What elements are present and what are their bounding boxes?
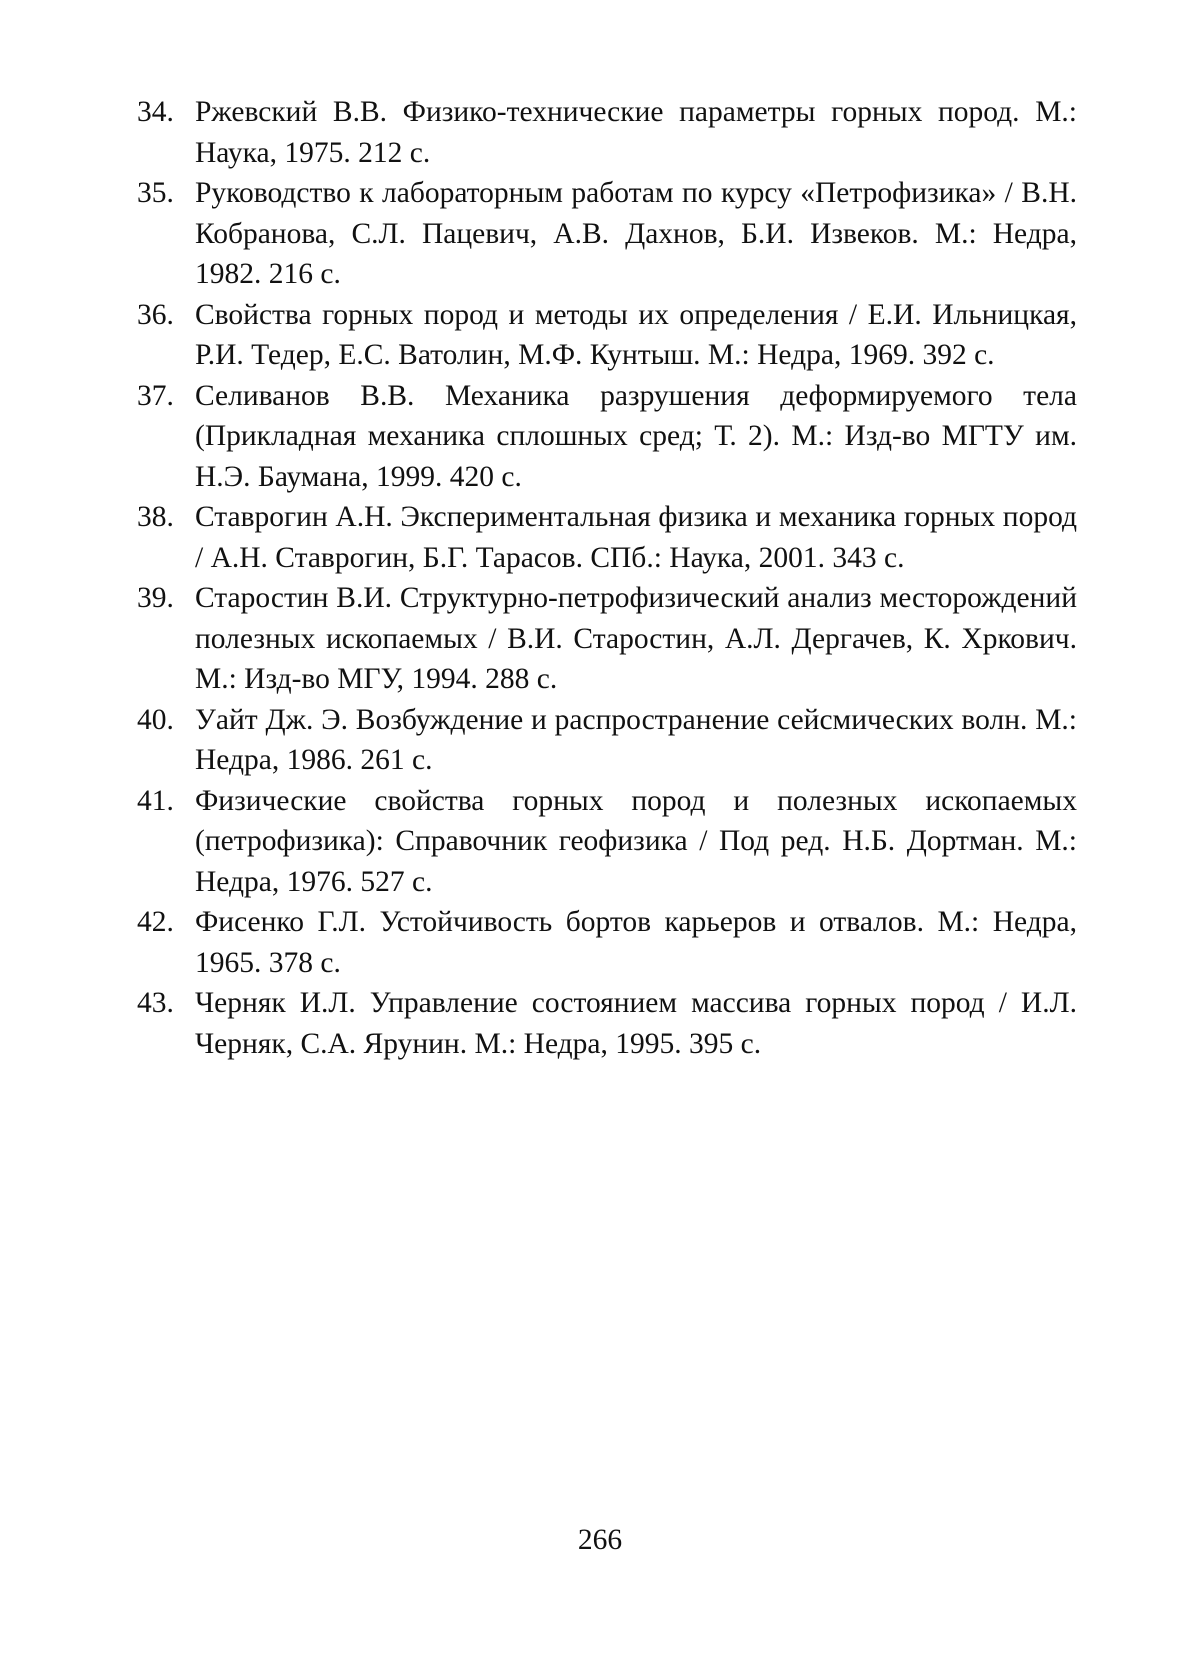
- entry-text: Ржевский В.В. Физико-технические параметры горных пород. М.: Наука, 1975. 212 с.: [195, 96, 1077, 169]
- entry-text: Фисенко Г.Л. Устойчивость бортов карьеров и отвалов. М.: Недра, 1965. 378 с.: [195, 906, 1077, 979]
- entry-number: 43.: [137, 987, 174, 1019]
- entry-text: Черняк И.Л. Управление состоянием массива горных пород / И.Л. Черняк, С.А. Ярунин. М.: Недра, 1995. 395 с.: [195, 987, 1077, 1060]
- entry-number: 40.: [137, 703, 174, 736]
- entry-text: Физические свойства горных пород и полезных ископаемых (петрофизика): Справочник геофизика / Под ред. Н.Б. Дортман. М.: Недра, 1976. 527 с.: [195, 784, 1077, 898]
- bibliography-entry: [137, 92, 1077, 173]
- bibliography-entry: [137, 781, 1077, 903]
- entry-number: 38.: [137, 501, 174, 533]
- entry-number: 35.: [137, 177, 174, 209]
- entry-number: 39.: [137, 582, 174, 614]
- bibliography-entry: [137, 902, 1077, 983]
- entry-number: 36.: [137, 298, 174, 331]
- bibliography-entry: [137, 295, 1077, 376]
- entry-number: 37.: [137, 379, 174, 412]
- bibliography-entry: [137, 376, 1077, 498]
- bibliography-entry: [137, 497, 1077, 578]
- bibliography-entry: [137, 578, 1077, 700]
- entry-text: Ставрогин А.Н. Экспериментальная физика и механика горных пород / А.Н. Ставрогин, Б.Г. Тарасов. СПб.: Наука, 2001. 343 с.: [195, 501, 1077, 574]
- entry-text: Свойства горных пород и методы их определения / Е.И. Ильницкая, Р.И. Тедер, Е.С. Ватолин, М.Ф. Кунтыш. М.: Недра, 1969. 392 с.: [195, 298, 1077, 371]
- bibliography-entry: [137, 983, 1077, 1064]
- entry-number: 41.: [137, 784, 174, 817]
- entry-text: Руководство к лабораторным работам по курсу «Петрофизика» / В.Н. Кобранова, С.Л. Пацевич, А.В. Дахнов, Б.И. Извеков. М.: Недра, 1982. 216 с.: [195, 177, 1077, 290]
- bibliography-list: [137, 92, 1077, 1064]
- bibliography-entry: [137, 173, 1077, 295]
- bibliography-entry: [137, 700, 1077, 781]
- entry-number: 34.: [137, 96, 174, 128]
- entry-text: Селиванов В.В. Механика разрушения деформируемого тела (Прикладная механика сплошных сред; Т. 2). М.: Изд-во МГТУ им. Н.Э. Баумана, 1999. 420 с.: [195, 379, 1077, 493]
- entry-text: Старостин В.И. Структурно-петрофизический анализ месторождений полезных ископаемых / В.И. Старостин, А.Л. Дергачев, К. Хркович. М.: Изд-во МГУ, 1994. 288 с.: [195, 582, 1077, 695]
- page-number: 266: [577, 1524, 623, 1556]
- entry-number: 42.: [137, 906, 174, 938]
- entry-text: Уайт Дж. Э. Возбуждение и распространение сейсмических волн. М.: Недра, 1986. 261 с.: [195, 703, 1077, 776]
